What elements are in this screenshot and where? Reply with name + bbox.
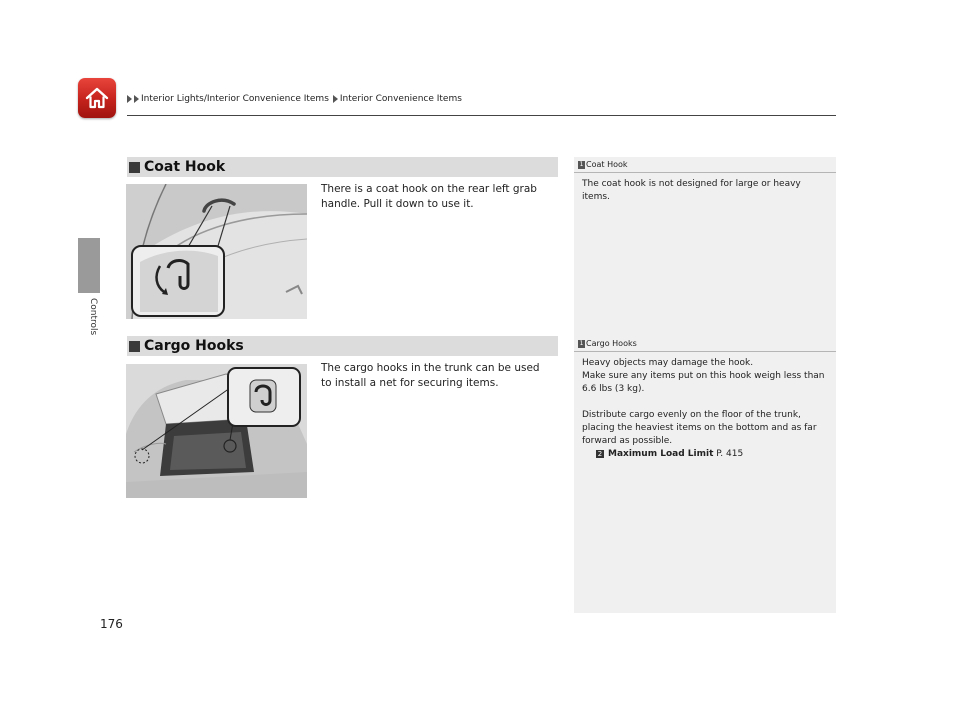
cross-reference-link[interactable] [582,448,826,461]
note-body [574,352,836,461]
chapter-label: Controls [88,298,98,336]
note-heading-text: Coat Hook [586,160,628,169]
section-title: Coat Hook [144,159,226,175]
breadcrumb-item[interactable]: Interior Convenience Items [339,94,462,104]
cargo-hooks-note-panel [574,336,836,613]
breadcrumb-arrow-icon [134,95,139,103]
note-line: Distribute cargo evenly on the floor of the trunk, [582,410,801,420]
chapter-tab[interactable] [78,238,100,293]
cargo-hooks-illustration [126,364,307,498]
section-heading-coat-hook [127,157,558,177]
note-line: Make sure any items put on this hook weigh less than [582,371,825,381]
page-number: 176 [100,617,123,631]
note-heading [574,336,836,352]
note-line: placing the heaviest items on the bottom and as far [582,423,817,433]
cargo-hooks-description: The cargo hooks in the trunk can be used to install a net for securing items. [321,362,540,389]
note-body [574,173,836,204]
header-divider [127,115,836,116]
home-icon[interactable] [78,78,116,118]
breadcrumb-arrow-icon [333,95,338,103]
house-icon [84,85,110,111]
coat-hook-description: There is a coat hook on the rear left grab handle. Pull it down to use it. [321,183,537,210]
cross-reference-page: P. 415 [716,449,744,459]
note-line: The coat hook is not designed for large or heavy items. [582,179,801,202]
section-square-icon [129,341,140,352]
breadcrumb [127,94,466,104]
note-heading [574,157,836,173]
note-heading-text: Cargo Hooks [586,339,637,348]
note-line: forward as possible. [582,436,673,446]
note-line: 6.6 lbs (3 kg). [582,384,645,394]
coat-hook-note-panel [574,157,836,337]
section-title: Cargo Hooks [144,338,244,354]
coat-hook-illustration [126,184,307,319]
note-number-icon: 1 [579,339,584,347]
breadcrumb-arrow-icon [127,95,132,103]
section-heading-cargo-hooks [127,336,558,356]
section-square-icon [129,162,140,173]
reference-arrow-icon: 2 [597,450,603,458]
note-number-icon: 1 [579,160,584,168]
breadcrumb-item[interactable]: Interior Lights/Interior Convenience Items [141,94,329,104]
note-line: Heavy objects may damage the hook. [582,358,754,368]
cross-reference-title: Maximum Load Limit [608,449,714,459]
